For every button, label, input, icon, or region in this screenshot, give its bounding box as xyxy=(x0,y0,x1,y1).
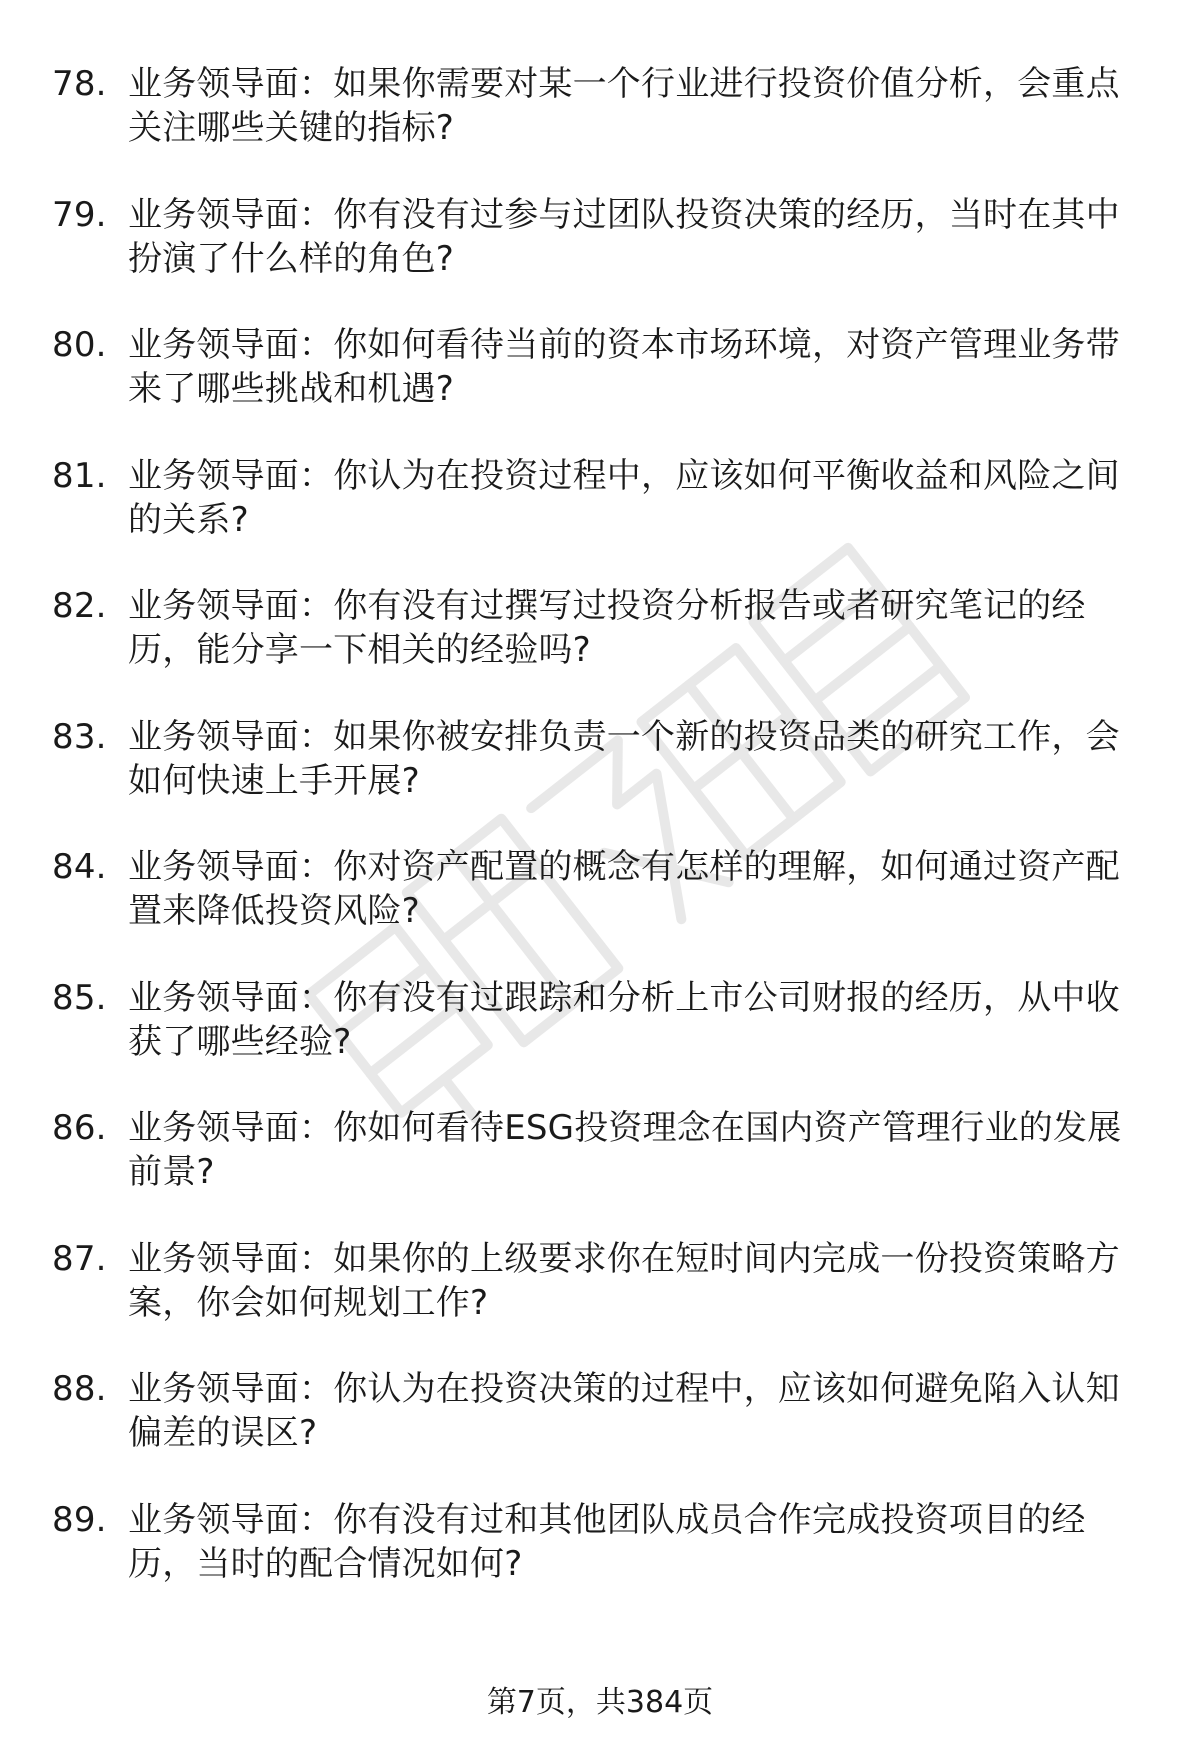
question-text: 业务领导面：如果你的上级要求你在短时间内完成一份投资策略方案，你会如何规划工作? xyxy=(128,1238,1120,1323)
question-number: 81. xyxy=(52,455,107,496)
list-item xyxy=(52,976,1152,1064)
list-item xyxy=(52,715,1152,803)
page-footer: 第7页，共384页 xyxy=(486,1685,714,1720)
question-number: 88. xyxy=(52,1369,107,1409)
list-item xyxy=(52,62,1152,150)
list-item xyxy=(52,584,1152,672)
list-item xyxy=(52,454,1152,542)
question-text: 业务领导面：你有没有过参与过团队投资决策的经历，当时在其中扮演了什么样的角色? xyxy=(128,194,1120,279)
list-item xyxy=(52,845,1152,933)
list-item xyxy=(52,1367,1152,1455)
question-text: 业务领导面：你有没有过跟踪和分析上市公司财报的经历，从中收获了哪些经验? xyxy=(128,977,1120,1062)
question-number: 86. xyxy=(52,1108,107,1148)
question-number: 83. xyxy=(52,716,107,757)
question-number: 78. xyxy=(52,64,107,104)
question-text: 业务领导面：你有没有过和其他团队成员合作完成投资项目的经历，当时的配合情况如何? xyxy=(128,1499,1086,1584)
question-text: 业务领导面：你对资产配置的概念有怎样的理解，如何通过资产配置来降低投资风险? xyxy=(128,847,1120,931)
list-item xyxy=(52,323,1152,411)
question-number: 89. xyxy=(52,1499,107,1540)
question-number: 80. xyxy=(52,325,107,365)
list-item xyxy=(52,1237,1152,1325)
question-text: 业务领导面：你认为在投资决策的过程中，应该如何避免陷入认知偏差的误区? xyxy=(128,1369,1120,1453)
list-item xyxy=(52,1106,1152,1194)
question-text: 业务领导面：如果你被安排负责一个新的投资品类的研究工作，会如何快速上手开展? xyxy=(128,716,1120,801)
question-list xyxy=(52,62,1152,1628)
question-text: 业务领导面：如果你需要对某一个行业进行投资价值分析，会重点关注哪些关键的指标? xyxy=(128,64,1120,148)
question-number: 85. xyxy=(52,977,107,1018)
question-text: 业务领导面：你有没有过撰写过投资分析报告或者研究笔记的经历，能分享一下相关的经验吗? xyxy=(128,586,1086,670)
question-number: 82. xyxy=(52,586,107,626)
question-text: 业务领导面：你如何看待当前的资本市场环境，对资产管理业务带来了哪些挑战和机遇? xyxy=(128,325,1120,409)
list-item xyxy=(52,1498,1152,1586)
question-text: 业务领导面：你认为在投资过程中，应该如何平衡收益和风险之间的关系? xyxy=(128,455,1120,540)
list-item xyxy=(52,193,1152,281)
question-number: 84. xyxy=(52,847,107,887)
question-number: 79. xyxy=(52,194,107,235)
question-text: 业务领导面：你如何看待ESG投资理念在国内资产管理行业的发展前景? xyxy=(128,1108,1122,1192)
question-number: 87. xyxy=(52,1238,107,1279)
